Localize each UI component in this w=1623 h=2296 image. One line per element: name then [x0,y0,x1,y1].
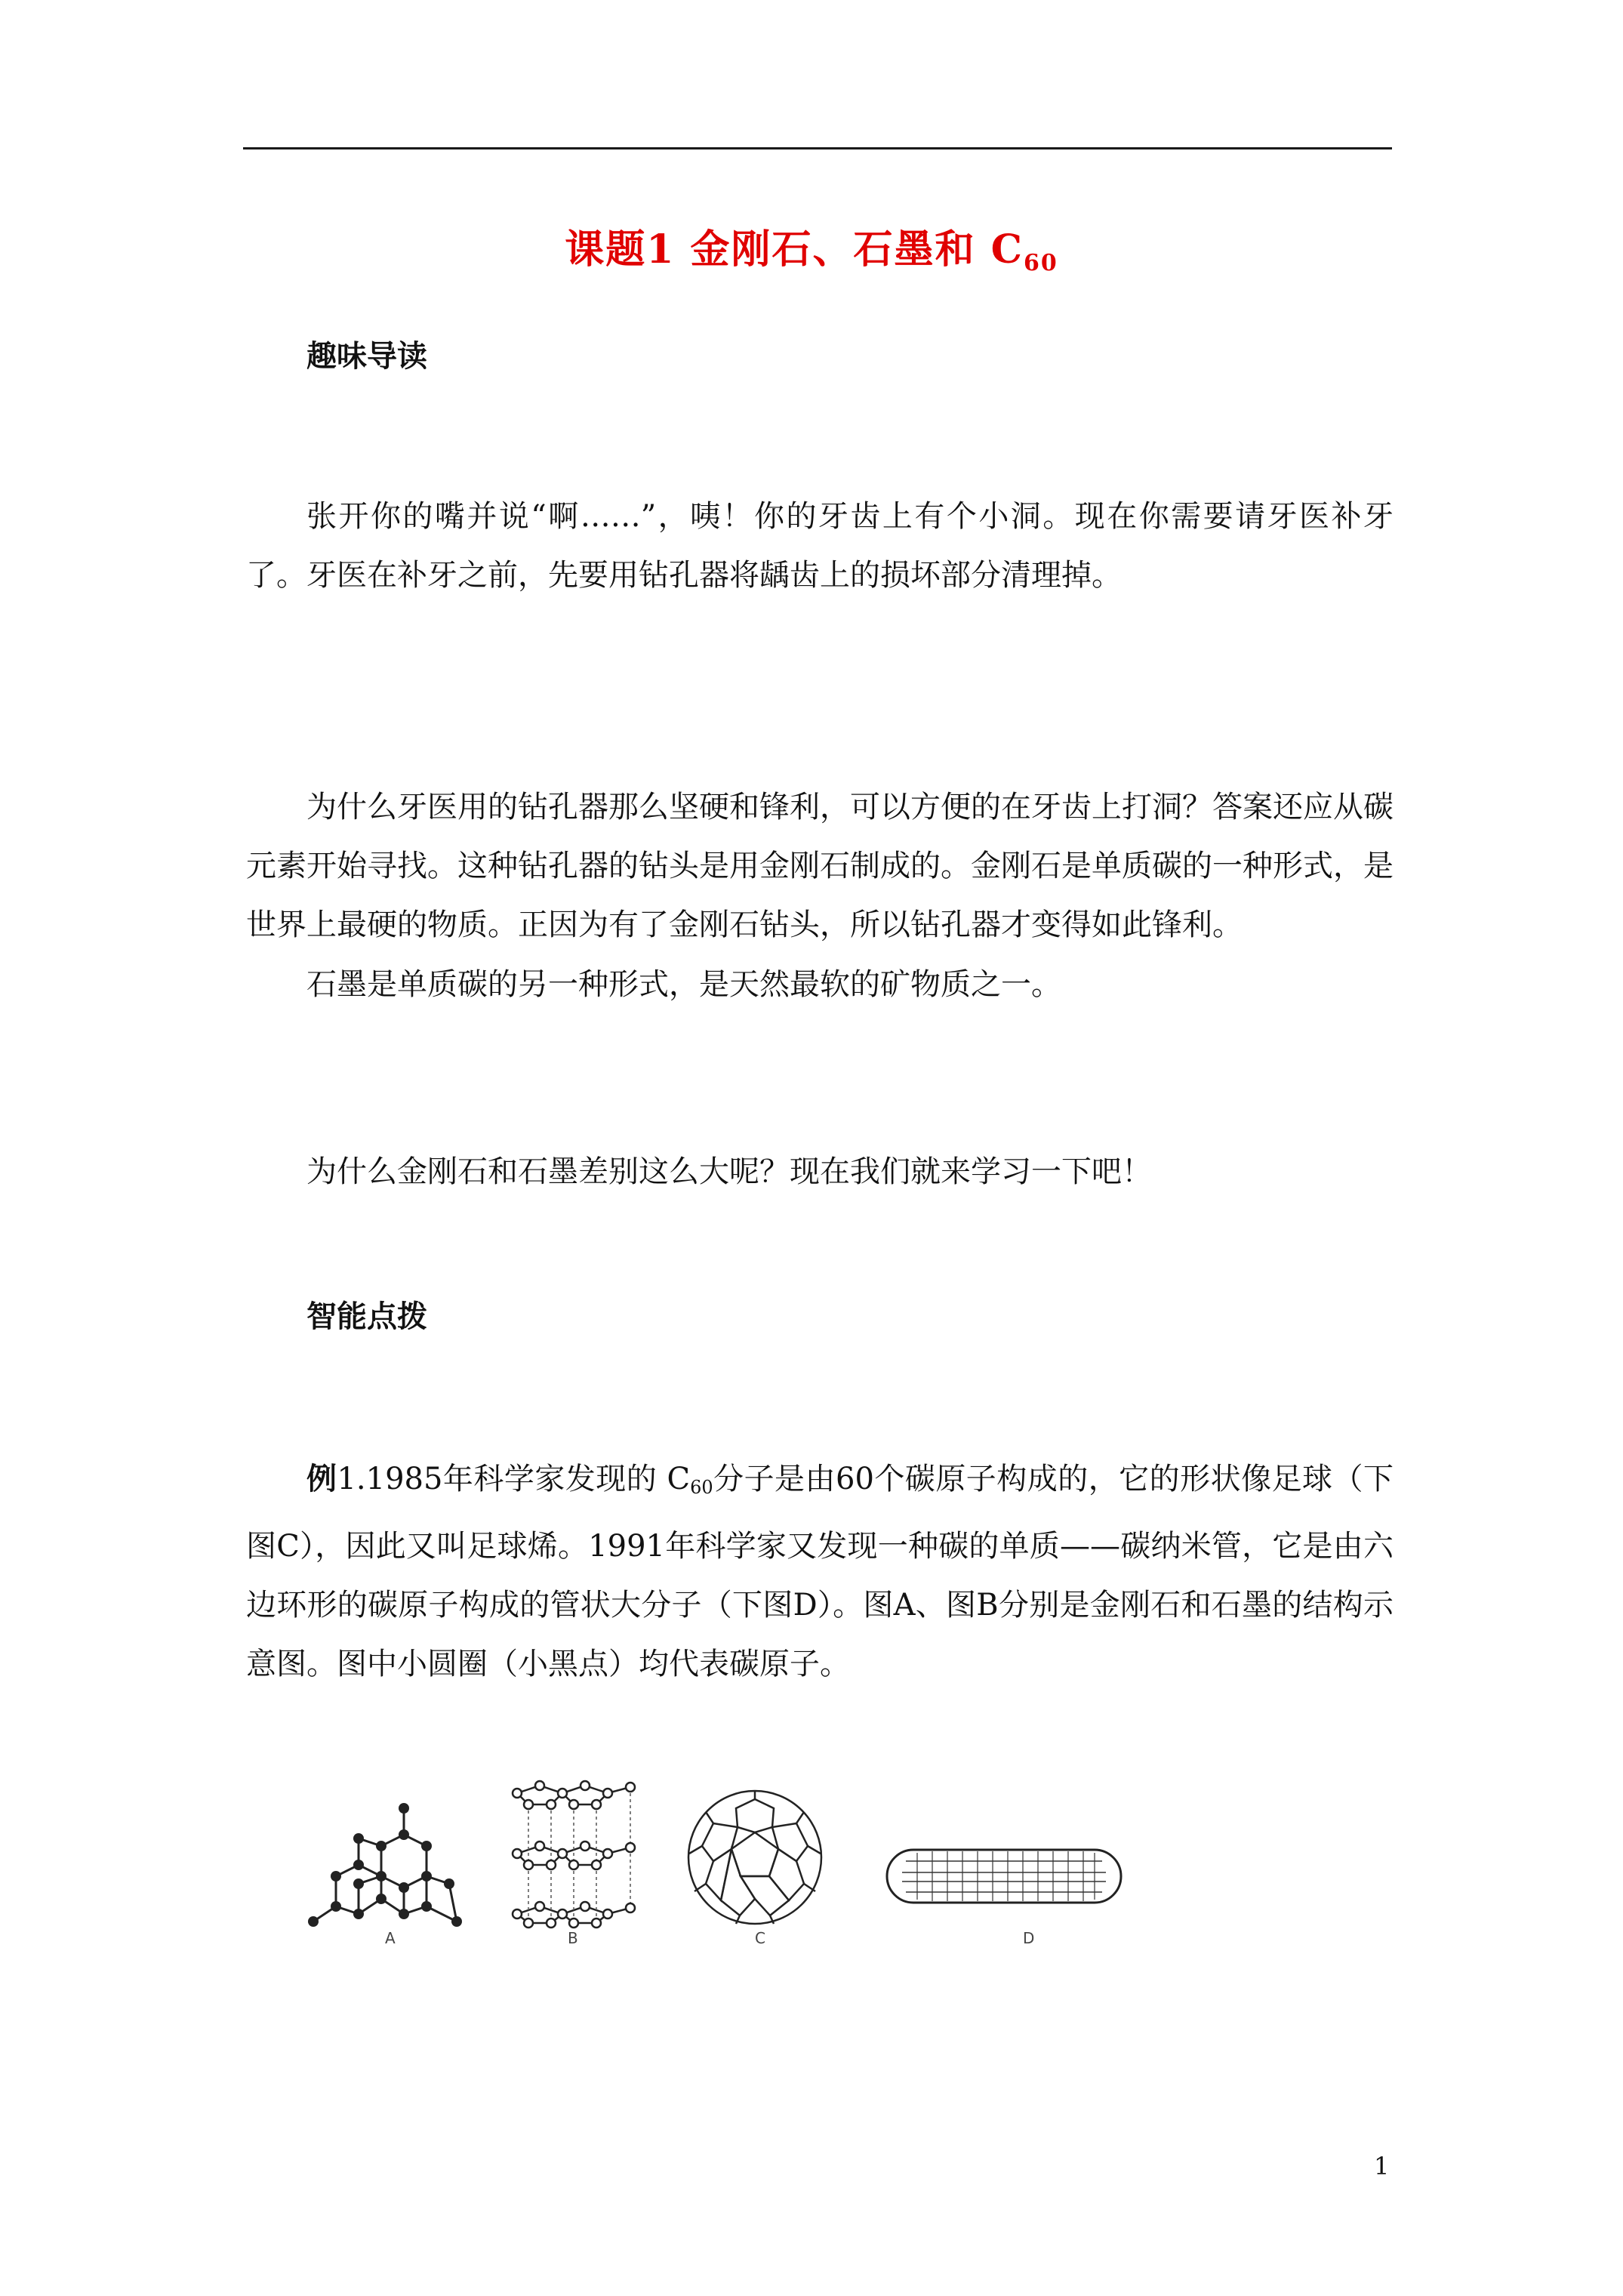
paragraph-2: 为什么牙医用的钻孔器那么坚硬和锋利，可以方便的在牙齿上打洞？答案还应从碳元素开始寻找。这种钻孔器的钻头是用金刚石制成的。金刚石是单质碳的一种形式，是世界上最硬的物质。正因为有了金刚石钻头，所以钻孔器才变得如此锋利。 [246,790,1394,942]
graphite-structure-figure [506,1778,642,1929]
section-heading-tips: 智能点拨 [306,1299,427,1334]
title-text: 课题1 金刚石、石墨和 C [565,227,1024,273]
paragraph-3: 石墨是单质碳的另一种形式，是天然最软的矿物质之一。 [306,967,1061,1002]
example-label: 例 [306,1461,337,1496]
page-number: 1 [1374,2152,1390,2180]
example-paragraph [246,1450,1394,1693]
figure-label-b: B [568,1929,578,1947]
paragraph-1: 张开你的嘴并说“啊……”，咦！你的牙齿上有个小洞。现在你需要请牙医补牙了。牙医在补牙之前，先要用钻孔器将龋齿上的损坏部分清理掉。 [246,499,1394,593]
diamond-structure-figure [306,1793,479,1929]
figure-label-d: D [1023,1929,1035,1947]
c60-structure-figure [683,1786,827,1929]
figure-label-c: C [755,1929,765,1947]
title-subscript: 60 [1024,250,1058,276]
header-rule [243,147,1392,149]
example-text-2: 分子是由60个碳原子构成的，它的形状像足球（下图C），因此又叫足球烯。1991年科学家又发现一种碳的单质——碳纳米管，它是由六边环形的碳原子构成的管状大分子（下图D）。图A、图B分别是金刚石和石墨的结构示意图。图中小圆圈（小黑点）均代表碳原子。 [246,1462,1394,1681]
paragraph-4: 为什么金刚石和石墨差别这么大呢？现在我们就来学习一下吧！ [306,1154,1152,1189]
nanotube-structure-figure [883,1842,1125,1910]
section-heading-intro: 趣味导读 [306,338,427,374]
example-text-1: 1.1985年科学家发现的 C [337,1462,691,1496]
example-subscript: 60 [690,1477,713,1498]
figure-label-a: A [385,1929,396,1947]
page-title [0,217,1623,276]
